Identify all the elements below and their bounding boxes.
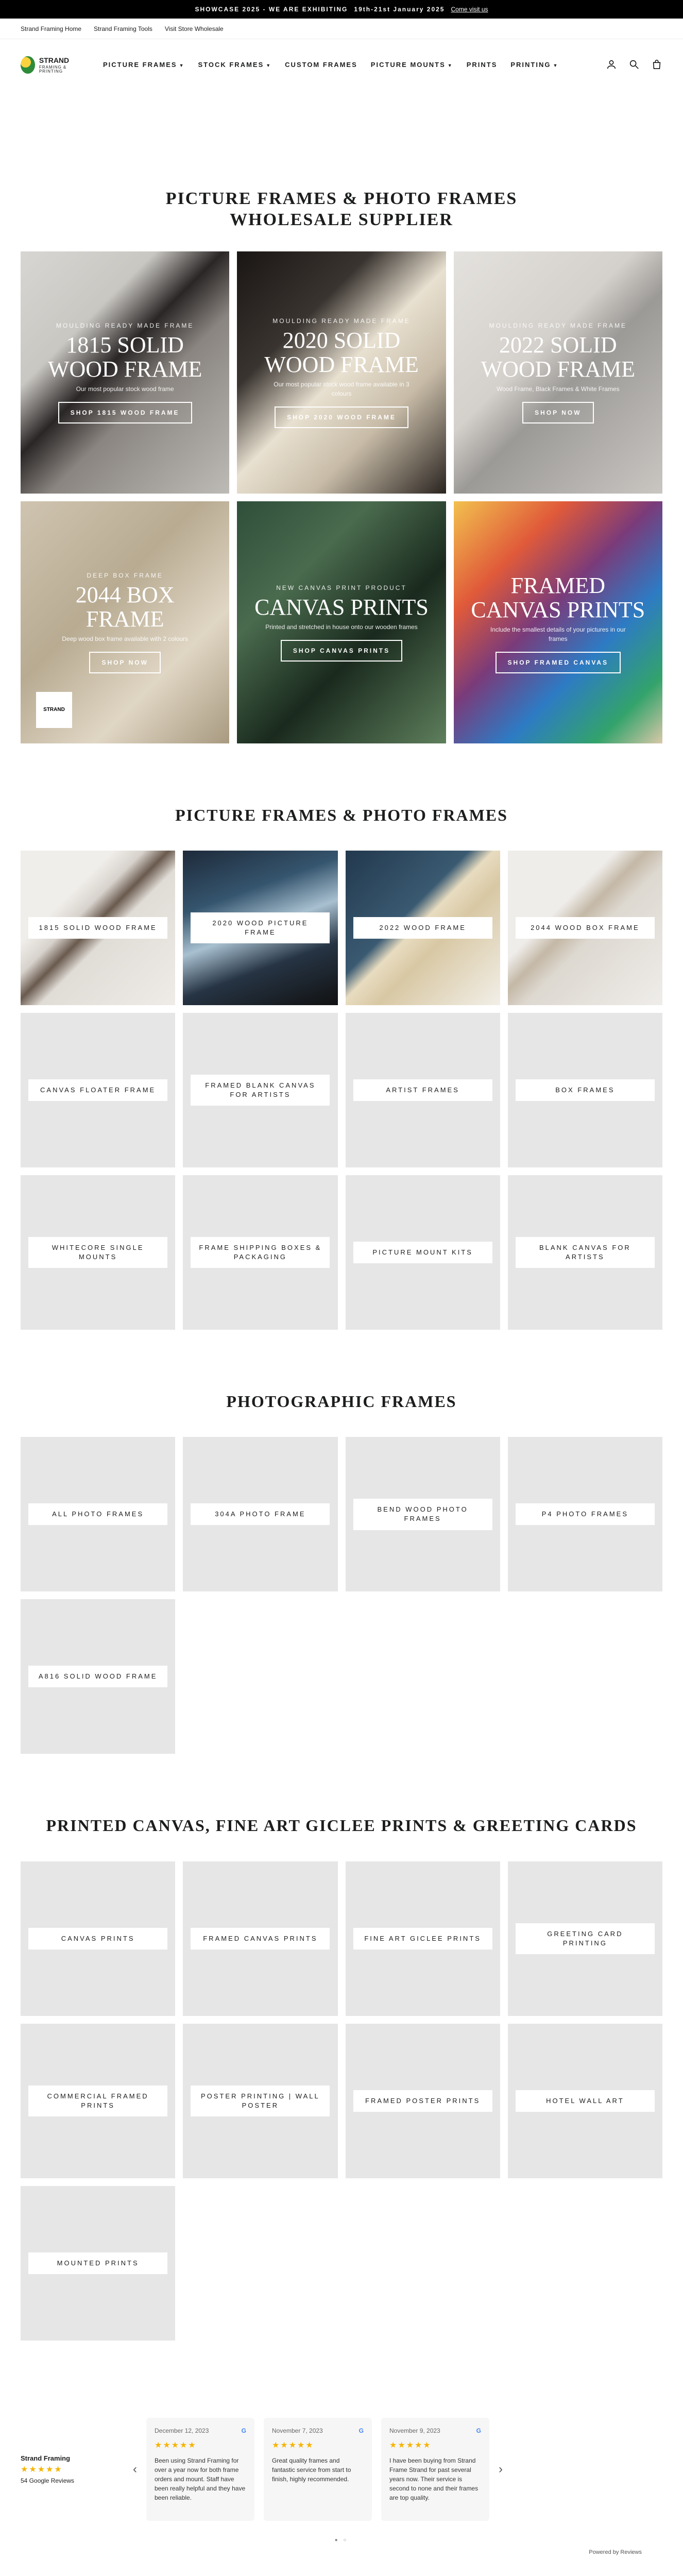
nav-item-picture-frames[interactable]: PICTURE FRAMES ▼ bbox=[103, 61, 185, 69]
promo-title: 2044 BOX FRAME bbox=[75, 582, 175, 632]
collection-label: BLANK CANVAS FOR ARTISTS bbox=[516, 1237, 655, 1268]
collection-tile[interactable] bbox=[508, 1437, 662, 1591]
collection-tile[interactable] bbox=[21, 2024, 175, 2178]
promo-description: Printed and stretched in house onto our wooden frames bbox=[265, 623, 418, 631]
collection-tile[interactable] bbox=[21, 1599, 175, 1754]
seo-content bbox=[0, 2556, 683, 2576]
review-text: Been using Strand Framing for over a year now for both frame orders and mount. Staff have been really helpful and they have been reliable. bbox=[155, 2456, 246, 2501]
promo-title: CANVAS PRINTS bbox=[254, 594, 429, 620]
hero-title: PICTURE FRAMES & PHOTO FRAMES WHOLESALE SUPPLIER bbox=[165, 189, 518, 229]
promo-description: Wood Frame, Black Frames & White Frames bbox=[497, 385, 620, 393]
section-title-picture-frames: PICTURE FRAMES & PHOTO FRAMES bbox=[175, 805, 508, 824]
collection-tile[interactable] bbox=[346, 2024, 500, 2178]
collection-label: FINE ART GICLEE PRINTS bbox=[353, 1928, 492, 1950]
promo-button[interactable]: SHOP NOW bbox=[522, 402, 593, 423]
nav-item-prints[interactable]: PRINTS bbox=[466, 61, 498, 69]
collection-tile[interactable] bbox=[346, 1175, 500, 1330]
collection-label: FRAMED CANVAS PRINTS bbox=[191, 1928, 330, 1950]
review-date: November 9, 2023 bbox=[389, 2427, 440, 2434]
reviews-widget bbox=[0, 2402, 683, 2536]
promo-button[interactable]: SHOP 2020 WOOD FRAME bbox=[275, 406, 408, 428]
prints-grid bbox=[0, 1861, 683, 2341]
business-name: Strand Framing bbox=[21, 2454, 71, 2463]
google-icon: G bbox=[241, 2427, 246, 2434]
collection-label: PICTURE MOUNT KITS bbox=[353, 1242, 492, 1263]
chevron-down-icon: ▼ bbox=[447, 63, 453, 69]
collection-label: GREETING CARD PRINTING bbox=[516, 1923, 655, 1954]
google-icon: G bbox=[358, 2427, 364, 2434]
header-icons bbox=[606, 59, 662, 73]
main-nav bbox=[82, 60, 577, 70]
promo-subtitle: NEW CANVAS PRINT PRODUCT bbox=[276, 584, 407, 591]
collection-label: FRAMED POSTER PRINTS bbox=[353, 2090, 492, 2112]
chevron-down-icon: ▼ bbox=[553, 63, 559, 69]
chevron-right-icon[interactable]: › bbox=[499, 2462, 503, 2476]
nav-item-picture-mounts[interactable]: PICTURE MOUNTS ▼ bbox=[370, 61, 453, 69]
promo-title: 1815 SOLID WOOD FRAME bbox=[47, 332, 202, 382]
topbar-link[interactable]: Strand Framing Tools bbox=[94, 25, 152, 32]
collection-tile[interactable] bbox=[21, 1437, 175, 1591]
announcement-bar bbox=[0, 0, 683, 19]
promo-button[interactable]: SHOP 1815 WOOD FRAME bbox=[58, 402, 192, 423]
announcement-detail: 19th-21st January 2025 bbox=[354, 6, 445, 13]
nav-item-custom-frames[interactable]: CUSTOM FRAMES bbox=[285, 61, 357, 69]
collection-label: CANVAS FLOATER FRAME bbox=[28, 1079, 167, 1101]
review-card bbox=[381, 2418, 489, 2521]
reviews-summary bbox=[21, 2453, 124, 2485]
review-card bbox=[146, 2418, 254, 2521]
promo-title: 2020 SOLID WOOD FRAME bbox=[264, 328, 419, 377]
cart-icon[interactable] bbox=[651, 59, 662, 73]
collection-tile[interactable] bbox=[346, 1861, 500, 2016]
logo-mark bbox=[21, 56, 35, 74]
nav-item-stock-frames[interactable]: STOCK FRAMES ▼ bbox=[198, 61, 272, 69]
topbar-link[interactable]: Visit Store Wholesale bbox=[164, 25, 224, 32]
promo-subtitle: MOULDING READY MADE FRAME bbox=[489, 322, 627, 330]
section-title-photographic-frames: PHOTOGRAPHIC FRAMES bbox=[226, 1392, 457, 1411]
chevron-down-icon: ▼ bbox=[266, 63, 272, 69]
reviews-powered-by: Powered by Reviews bbox=[589, 2549, 642, 2555]
promo-1815-wood-frame[interactable] bbox=[21, 251, 229, 494]
collection-tile[interactable] bbox=[21, 1175, 175, 1330]
strand-badge-logo: STRAND bbox=[36, 692, 72, 728]
rating-stars: ★★★★★ bbox=[389, 2441, 432, 2450]
collection-tile[interactable] bbox=[21, 1861, 175, 2016]
collection-label: HOTEL WALL ART bbox=[516, 2090, 655, 2112]
promo-title: 2022 SOLID WOOD FRAME bbox=[481, 332, 636, 382]
collection-tile[interactable] bbox=[183, 1861, 337, 2016]
promo-description: Include the smallest details of your pictures in our frames bbox=[490, 625, 626, 642]
topbar bbox=[0, 19, 683, 39]
collection-tile[interactable] bbox=[346, 851, 500, 1005]
promo-button[interactable]: SHOP FRAMED CANVAS bbox=[496, 652, 621, 673]
collection-label: 2022 WOOD FRAME bbox=[353, 917, 492, 939]
collection-tile[interactable] bbox=[183, 2024, 337, 2178]
collection-label: BEND WOOD PHOTO FRAMES bbox=[353, 1499, 492, 1530]
topbar-link[interactable]: Strand Framing Home bbox=[21, 25, 82, 32]
chevron-down-icon: ▼ bbox=[179, 63, 185, 69]
announcement-link[interactable]: Come visit us bbox=[451, 6, 488, 13]
collection-label: 1815 SOLID WOOD FRAME bbox=[28, 917, 167, 939]
collection-label: FRAME SHIPPING BOXES & PACKAGING bbox=[191, 1237, 330, 1268]
promo-2044-box-frame[interactable] bbox=[21, 501, 229, 743]
collection-label: 2020 WOOD PICTURE FRAME bbox=[191, 912, 330, 943]
section-title-printed-canvas: PRINTED CANVAS, FINE ART GICLEE PRINTS & GREETING CARDS bbox=[46, 1816, 637, 1835]
review-count: 54 Google Reviews bbox=[21, 2477, 75, 2484]
collection-label: FRAMED BLANK CANVAS FOR ARTISTS bbox=[191, 1075, 330, 1106]
collection-label: P4 PHOTO FRAMES bbox=[516, 1503, 655, 1525]
promo-title: FRAMED CANVAS PRINTS bbox=[471, 573, 645, 622]
collection-label: BOX FRAMES bbox=[516, 1079, 655, 1101]
promo-grid bbox=[0, 251, 683, 743]
collection-label: 2044 WOOD BOX FRAME bbox=[516, 917, 655, 939]
collection-tile[interactable] bbox=[508, 1013, 662, 1167]
promo-framed-canvas[interactable] bbox=[454, 501, 662, 743]
promo-subtitle: MOULDING READY MADE FRAME bbox=[56, 322, 194, 330]
logo[interactable] bbox=[21, 56, 82, 74]
collection-label: MOUNTED PRINTS bbox=[28, 2252, 167, 2274]
collection-tile[interactable] bbox=[508, 1175, 662, 1330]
collection-label: 304A PHOTO FRAME bbox=[191, 1503, 330, 1525]
collection-tile[interactable] bbox=[183, 851, 337, 1005]
promo-description: Our most popular stock wood frame bbox=[76, 385, 174, 393]
collection-label: CANVAS PRINTS bbox=[28, 1928, 167, 1950]
nav-item-printing[interactable]: PRINTING ▼ bbox=[510, 61, 559, 69]
review-date: December 12, 2023 bbox=[155, 2427, 209, 2434]
collection-label: A816 SOLID WOOD FRAME bbox=[28, 1666, 167, 1687]
collection-tile[interactable] bbox=[346, 1013, 500, 1167]
review-text: I have been buying from Strand Frame Strand for past several years now. Their service is second to none and their frames are top quality. bbox=[389, 2456, 479, 2501]
collection-tile[interactable] bbox=[346, 1437, 500, 1591]
promo-description: Our most popular stock wood frame available in 3 colours bbox=[274, 380, 409, 397]
promo-button[interactable]: SHOP NOW bbox=[89, 652, 160, 673]
collection-label: POSTER PRINTING | WALL POSTER bbox=[191, 2086, 330, 2116]
collection-tile[interactable] bbox=[21, 2186, 175, 2341]
collection-label: ALL PHOTO FRAMES bbox=[28, 1503, 167, 1525]
collection-tile[interactable] bbox=[183, 1175, 337, 1330]
collection-tile[interactable] bbox=[508, 1861, 662, 2016]
collection-label: COMMERCIAL FRAMED PRINTS bbox=[28, 2086, 167, 2116]
google-icon: G bbox=[476, 2427, 481, 2434]
carousel-dots[interactable]: ● ○ bbox=[334, 2537, 349, 2543]
chevron-left-icon[interactable]: ‹ bbox=[133, 2462, 137, 2476]
collection-tile[interactable] bbox=[21, 1013, 175, 1167]
promo-subtitle: DEEP BOX FRAME bbox=[87, 572, 163, 580]
collection-tile[interactable] bbox=[508, 851, 662, 1005]
search-icon[interactable] bbox=[628, 59, 640, 73]
header bbox=[0, 39, 683, 91]
logo-text: STRAND FRAMING & PRINTING bbox=[39, 56, 70, 74]
collection-tile[interactable] bbox=[21, 851, 175, 1005]
rating-stars: ★★★★★ bbox=[155, 2441, 197, 2450]
collection-label: WHITECORE SINGLE MOUNTS bbox=[28, 1237, 167, 1268]
photographic-frames-grid bbox=[0, 1437, 683, 1754]
rating-stars: ★★★★★ bbox=[21, 2465, 63, 2474]
picture-frames-grid bbox=[0, 851, 683, 1330]
promo-2020-wood-frame[interactable] bbox=[237, 251, 446, 494]
promo-subtitle: MOULDING READY MADE FRAME bbox=[272, 317, 411, 325]
promo-button[interactable]: SHOP CANVAS PRINTS bbox=[281, 640, 402, 662]
collection-label: ARTIST FRAMES bbox=[353, 1079, 492, 1101]
review-card bbox=[264, 2418, 372, 2521]
promo-canvas-prints[interactable] bbox=[237, 501, 446, 743]
announcement-text: SHOWCASE 2025 - WE ARE EXHIBITING bbox=[195, 6, 348, 13]
promo-description: Deep wood box frame available with 2 colours bbox=[62, 635, 189, 642]
account-icon[interactable] bbox=[606, 59, 617, 73]
collection-tile[interactable] bbox=[183, 1013, 337, 1167]
review-date: November 7, 2023 bbox=[272, 2427, 323, 2434]
collection-tile[interactable] bbox=[508, 2024, 662, 2178]
collection-tile[interactable] bbox=[183, 1437, 337, 1591]
rating-stars: ★★★★★ bbox=[272, 2441, 314, 2450]
promo-2022-wood-frame[interactable] bbox=[454, 251, 662, 494]
review-text: Great quality frames and fantastic service from start to finish, highly recommended. bbox=[272, 2456, 351, 2483]
